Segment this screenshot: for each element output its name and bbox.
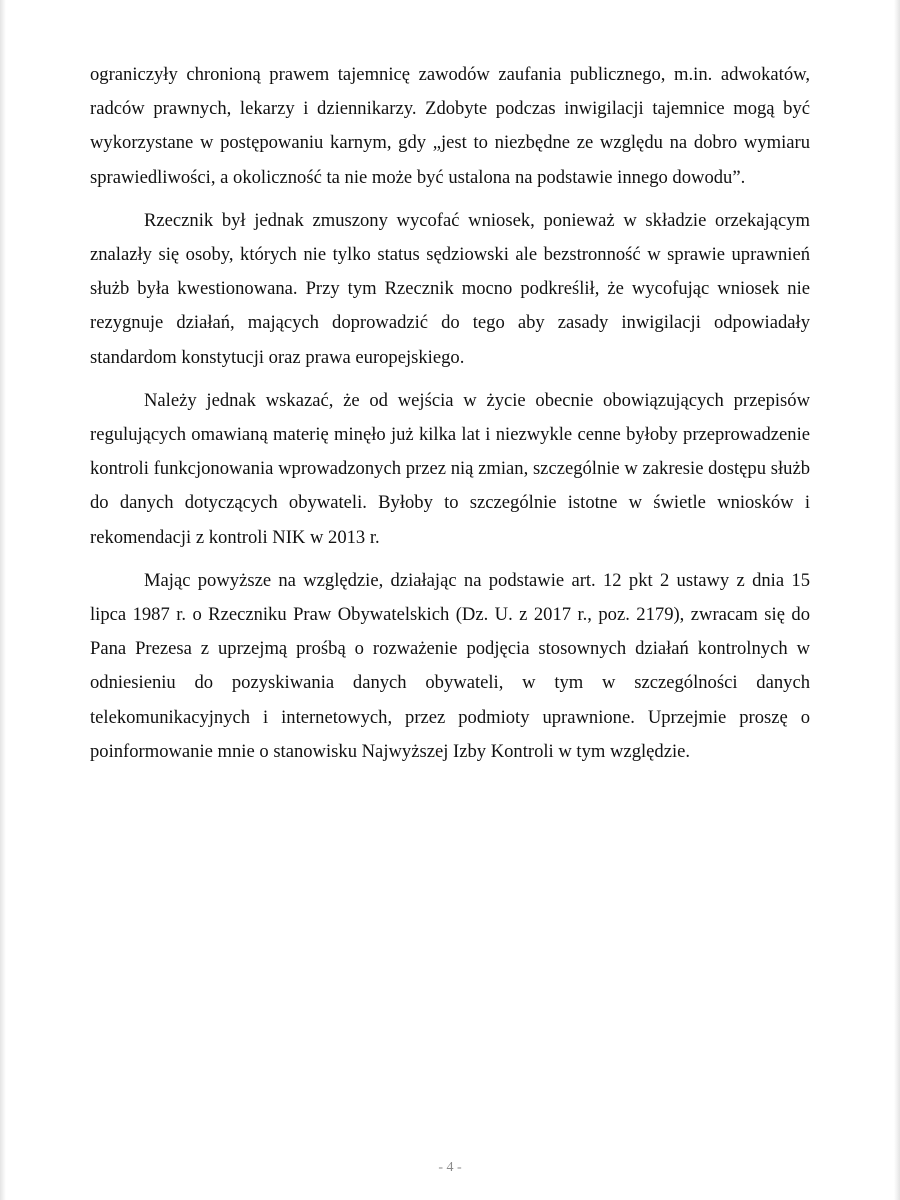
page-number: - 4 -	[438, 1160, 462, 1175]
page-edge-right	[894, 0, 900, 1200]
document-body	[90, 58, 810, 778]
page-edge-left	[0, 0, 6, 1200]
paragraph-control-proposal: Należy jednak wskazać, że od wejścia w życie obecnie obowiązujących przepisów regulujących omawianą materię minęło już kilka lat i niezwykle cenne byłoby przeprowadzenie kontroli funkcjonowania wprowadzonych przez nią zmian, szczególnie w zakresie dostępu służb do danych dotyczących obywateli. Byłoby to szczególnie istotne w świetle wniosków i rekomendacji z kontroli NIK w 2013 r.	[90, 389, 810, 548]
paragraph-request: Mając powyższe na względzie, działając na podstawie art. 12 pkt 2 ustawy z dnia 15 lipca 1987 r. o Rzeczniku Praw Obywatelskich (Dz. U. z 2017 r., poz. 2179), zwracam się do Pana Prezesa z uprzejmą prośbą o rozważenie podjęcia stosownych działań kontrolnych w odniesieniu do pozyskiwania danych obywateli, w tym w szczególności danych telekomunikacyjnych i internetowych, przez podmioty uprawnione. Uprzejmie proszę o poinformowanie mnie o stanowisku Najwyższej Izby Kontroli w tym względzie.	[90, 569, 810, 762]
paragraph-withdrawal: Rzecznik był jednak zmuszony wycofać wniosek, ponieważ w składzie orzekającym znalazły się osoby, których nie tylko status sędziowski ale bezstronność w sprawie uprawnień służb była kwestionowana. Przy tym Rzecznik mocno podkreślił, że wycofując wniosek nie rezygnuje działań, mających doprowadzić do tego aby zasady inwigilacji odpowiadały standardom konstytucji oraz prawa europejskiego.	[90, 209, 810, 368]
paragraph-continued: ograniczyły chronioną prawem tajemnicę zawodów zaufania publicznego, m.in. adwokatów, radców prawnych, lekarzy i dziennikarzy. Zdobyte podczas inwigilacji tajemnice mogą być wykorzystane w postępowaniu karnym, gdy „jest to niezbędne ze względu na dobro wymiaru sprawiedliwości, a okoliczność ta nie może być ustalona na podstawie innego dowodu”.	[90, 64, 810, 188]
